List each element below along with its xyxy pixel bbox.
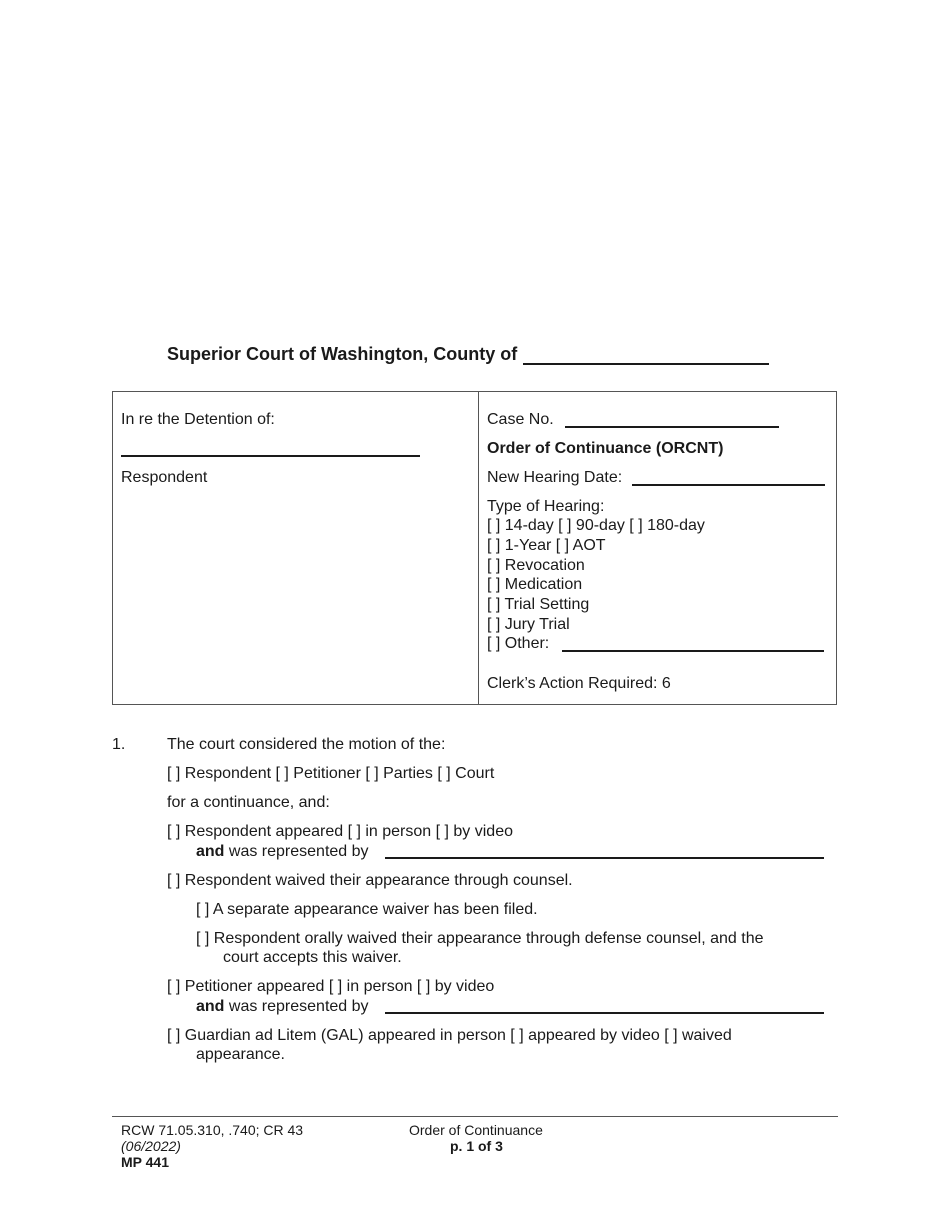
respondent-represented [196,842,369,862]
motion-intro: The court considered the motion of the: [167,736,446,753]
court-title [167,344,769,365]
hearing-option[interactable]: [ ] 14-day [ ] 90-day [ ] 180-day [487,517,705,534]
footer-form-id: MP 441 [121,1154,169,1170]
respondent-name-field[interactable] [121,455,420,457]
new-hearing-date-field[interactable] [632,484,825,486]
and-word: and [196,843,225,860]
footer-rule [112,1116,838,1117]
hearing-option[interactable]: [ ] Medication [487,576,583,593]
represented-by-label: was represented by [224,998,369,1015]
orally-waived[interactable]: [ ] Respondent orally waived their appearance through defense counsel, and the [196,930,764,947]
county-field[interactable] [523,345,769,365]
footer-doc-title: Order of Continuance [409,1122,543,1138]
clerk-action: Clerk’s Action Required: 6 [487,675,671,692]
caption-divider [478,391,479,705]
caption-box [112,391,837,705]
continuance-text: for a continuance, and: [167,794,330,811]
respondent-label: Respondent [121,469,208,486]
respondent-waived[interactable]: [ ] Respondent waived their appearance through counsel. [167,872,573,889]
and-word: and [196,998,225,1015]
other-hearing-field[interactable] [562,650,824,652]
gal-appeared-cont: appearance. [196,1046,285,1063]
footer-rcw: RCW 71.05.310, .740; CR 43 [121,1122,304,1138]
hearing-option[interactable]: [ ] Revocation [487,557,585,574]
new-hearing-date-label: New Hearing Date: [487,469,623,486]
court-title-text: Superior Court of Washington, County of [167,344,518,364]
hearing-option[interactable]: [ ] 1-Year [ ] AOT [487,537,606,554]
petitioner-appeared[interactable]: [ ] Petitioner appeared [ ] in person [ ] by video [167,978,495,995]
orally-waived-cont: court accepts this waiver. [223,949,402,966]
footer-date: (06/2022) [121,1138,181,1154]
petitioner-counsel-field[interactable] [385,1012,824,1014]
petitioner-represented [196,997,369,1017]
hearing-option[interactable]: [ ] Trial Setting [487,596,590,613]
respondent-counsel-field[interactable] [385,857,824,859]
separate-waiver[interactable]: [ ] A separate appearance waiver has been filed. [196,901,538,918]
respondent-appeared[interactable]: [ ] Respondent appeared [ ] in person [ ] by video [167,823,513,840]
footer-page: p. 1 of 3 [450,1138,503,1154]
hearing-option[interactable]: [ ] Jury Trial [487,616,570,633]
hearing-option-other[interactable]: [ ] Other: [487,635,550,652]
represented-by-label: was represented by [224,843,369,860]
in-re-label: In re the Detention of: [121,411,275,428]
gal-appeared[interactable]: [ ] Guardian ad Litem (GAL) appeared in person [ ] appeared by video [ ] waived [167,1027,732,1044]
type-of-hearing-label: Type of Hearing: [487,498,605,515]
item-number: 1. [112,736,126,753]
case-no-label: Case No. [487,411,554,428]
case-no-field[interactable] [565,426,779,428]
order-title: Order of Continuance (ORCNT) [487,440,724,457]
motion-options[interactable]: [ ] Respondent [ ] Petitioner [ ] Parties [ ] Court [167,765,495,782]
